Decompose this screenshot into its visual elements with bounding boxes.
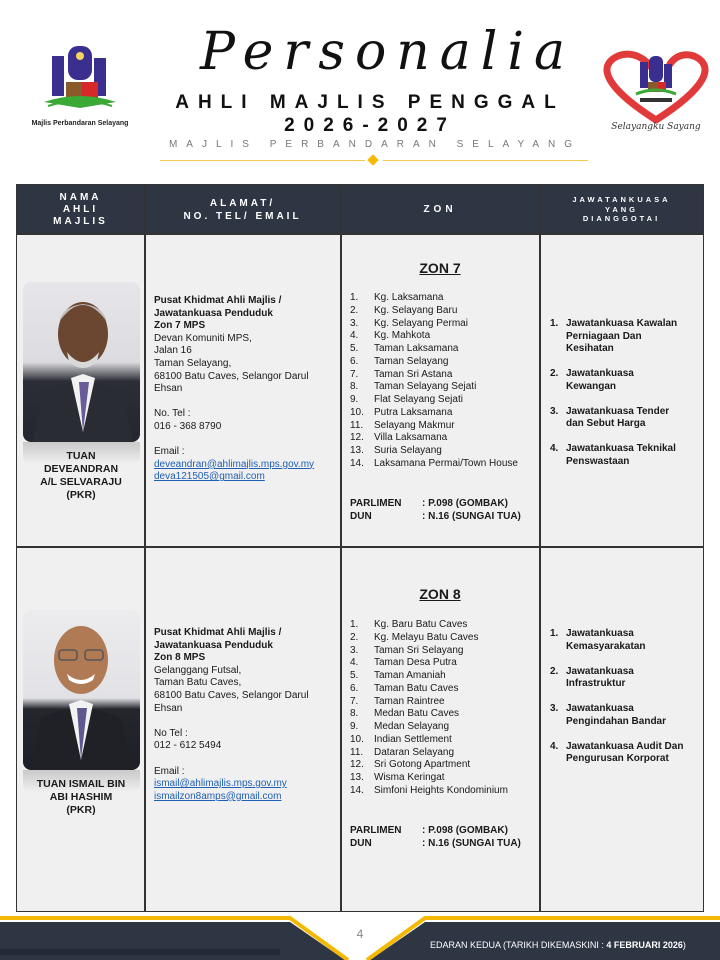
zone-area-name: Kg. Selayang Baru [374,304,458,316]
col-header-jawatankuasa [540,185,703,234]
zone-area-name: Simfoni Heights Kondominium [374,784,508,796]
zone-area-item [350,670,508,683]
zone-area-name: Taman Selayang Sejati [374,381,477,393]
email-link[interactable]: ismail@ahlimajlis.mps.gov.my [154,778,287,790]
zone-area-number: 2. [350,631,359,643]
zone-area-number: 7. [350,695,359,707]
zone-area-item [350,696,508,709]
col-header-jawatankuasa-l2: YANG [605,204,638,214]
committee-name-line: Kesihatan [566,343,614,354]
script-title: Personalia [200,22,576,82]
zone-area-number: 10. [350,406,364,418]
committee-name-line: Jawatankuasa Kawalan [566,318,678,329]
zone-area-item [350,292,518,305]
address-line: Ehsan [154,702,183,714]
zone-area-item [350,657,508,670]
personalia-table [16,184,704,912]
zone-area-name: Indian Settlement [374,733,452,745]
tel-label: No. Tel : [154,408,191,420]
committee-number: 2. [550,368,559,379]
zone-area-number: 1. [350,619,359,630]
zone-area-item [350,369,518,382]
col-header-nama-l1: NAMA [59,191,102,203]
committee-name-line: Jawatankuasa [566,665,634,677]
zone-area-name: Villa Laksamana [374,432,448,444]
zone-area-number: 8. [350,708,359,720]
address-line: 68100 Batu Caves, Selangor Darul [154,689,309,701]
zone-area-item [350,381,518,394]
committee-number: 1. [550,628,559,639]
zone-area-list [350,619,508,798]
committee-name [566,406,669,431]
constituency-info [350,497,521,523]
zone-area-number: 4. [350,657,359,669]
zone-area-number: 7. [350,368,359,380]
row-divider [17,233,703,235]
dun-label: DUN [350,511,372,522]
zone-area-item [350,747,508,760]
col-header-alamat-l1: ALAMAT/ [209,197,276,209]
tel-value: 016 - 368 8790 [154,420,222,432]
mps-logo-caption: Majlis Perbandaran Selayang [31,120,129,127]
zone-area-name: Dataran Selayang [374,746,455,758]
zone-area-item [350,734,508,747]
email-link[interactable]: deveandran@ahlimajlis.mps.gov.my [154,458,315,470]
parlimen-label: PARLIMEN [350,498,402,509]
constituency-info [350,824,521,850]
selayangku-sayang-logo [596,48,716,140]
zone-area-number: 9. [350,394,359,405]
zone-area-number: 6. [350,355,359,367]
committee-item [550,666,700,691]
committee-item [550,703,700,728]
zone-area-item [350,785,508,798]
committee-name [566,703,666,728]
committee-name-line: Jawatankuasa Audit Dan [566,740,684,752]
parlimen-label: PARLIMEN [350,825,402,836]
col-header-alamat [145,185,341,234]
zone-area-number: 5. [350,343,359,354]
zone-area-item [350,318,518,331]
committee-name-line: Penswastaan [566,455,630,467]
zone-area-name: Taman Desa Putra [374,657,457,669]
dun-value: : N.16 (SUNGAI TUA) [422,838,521,849]
committee-item [550,368,700,393]
zone-area-item [350,632,508,645]
zone-area-item [350,394,518,407]
zone-area-name: Taman Sri Astana [374,368,453,380]
address-line: Taman Batu Caves, [154,677,242,689]
committee-list [550,628,700,778]
zone-area-list [350,292,518,471]
zone-area-number: 11. [350,746,364,758]
committee-name [566,666,634,691]
zone-area-name: Sri Gotong Apartment [374,759,471,771]
committee-list [550,318,700,481]
email-link[interactable]: deva121505@gmail.com [154,471,265,483]
committee-name [566,628,646,653]
zone-area-name: Medan Selayang [374,721,450,732]
member-party: (PKR) [66,804,96,816]
member-address-block [154,627,336,803]
zone-area-item [350,683,508,696]
office-name-line: Zon 7 MPS [154,320,206,332]
revision-suffix: ) [682,940,686,950]
zone-area-number: 12. [350,432,364,444]
divider-left [160,160,365,161]
member-name-line: A/L SELVARAJU [40,476,122,488]
member-name-line: DEVEANDRAN [43,463,119,475]
zone-area-name: Taman Laksamana [374,343,459,354]
col-header-jawatankuasa-l3: DIANGGOTAI [582,214,661,223]
revision-date: 4 FEBRUARI 2026 [606,940,683,950]
zone-area-number: 14. [350,784,364,796]
member-photo [23,282,140,442]
zone-area-name: Laksamana Permai/Town House [374,457,518,469]
zone-area-name: Taman Sri Selayang [374,644,464,656]
committee-name-line: Kemasyarakatan [566,640,646,652]
selayangku-sayang-caption: Selayangku Sayang [611,122,701,132]
row-divider [17,546,703,548]
committee-item [550,318,700,356]
committee-number: 1. [550,318,559,329]
zone-area-number: 2. [350,304,359,316]
zone-area-name: Taman Raintree [374,695,445,707]
zone-area-item [350,330,518,343]
email-link[interactable]: ismailzon8amps@gmail.com [154,790,282,802]
member-name [17,778,145,817]
zone-area-number: 4. [350,330,359,342]
committee-name-line: Infrastruktur [566,678,626,689]
tel-value: 012 - 612 5494 [154,740,222,752]
zone-area-number: 8. [350,381,359,393]
zone-area-name: Taman Selayang [374,355,449,367]
committee-number: 3. [550,703,559,714]
parlimen-value: : P.098 (GOMBAK) [422,825,508,836]
divider-right [383,160,588,161]
zone-area-number: 5. [350,670,359,681]
member-party: (PKR) [66,489,96,501]
zone-area-item [350,305,518,318]
committee-name-line: Jawatankuasa [566,703,634,714]
dun-value: : N.16 (SUNGAI TUA) [422,511,521,522]
zone-area-name: Selayang Makmur [374,419,455,431]
committee-name-line: Perniagaan Dan [566,330,642,342]
address-line: Gelanggang Futsal, [154,664,242,676]
member-name-line: TUAN [66,450,96,462]
committee-name-line: Jawatankuasa [566,628,634,639]
col-header-zon-l1: ZON [423,204,457,215]
email-label: Email : [154,446,185,458]
zone-area-item [350,407,518,420]
member-name-line: TUAN ISMAIL BIN [36,778,126,790]
committee-number: 4. [550,443,559,454]
col-header-alamat-l2: NO. TEL/ EMAIL [183,210,302,222]
committee-name-line: Pengurusan Korporat [566,753,669,764]
committee-name [566,741,683,766]
member-name [17,450,145,502]
zone-area-number: 13. [350,772,364,783]
title-line-1: AHLI MAJLIS PENGGAL [175,92,565,113]
subtitle: MAJLIS PERBANDARAN SELAYANG [168,139,582,150]
committee-name-line: Jawatankuasa Tender [566,405,670,417]
office-name-line: Jawatankuasa Penduduk [154,639,273,651]
committee-name-line: Jawatankuasa [566,368,634,379]
committee-name [566,318,677,356]
member-name-line: ABI HASHIM [49,791,113,803]
committee-item [550,443,700,468]
committee-item [550,741,700,766]
zone-area-item [350,445,518,458]
committee-name [566,368,634,393]
zone-area-item [350,721,508,734]
zone-area-item [350,343,518,356]
revision-note [430,940,686,950]
zone-area-item [350,772,508,785]
committee-name-line: Pengindahan Bandar [566,715,667,727]
zone-area-name: Flat Selayang Sejati [374,394,463,405]
zone-area-name: Taman Amaniah [374,670,446,681]
col-header-jawatankuasa-l1: JAWATANKUASA [572,195,671,204]
tel-label: No Tel : [154,727,188,739]
office-name-line: Pusat Khidmat Ahli Majlis / [154,295,282,306]
zone-area-number: 10. [350,733,364,745]
committee-name [566,443,676,468]
zone-area-item [350,708,508,721]
zone-area-number: 3. [350,644,359,656]
address-line: Taman Selayang, [154,357,232,369]
zone-area-item [350,356,518,369]
committee-name-line: dan Sebut Harga [566,418,646,429]
zone-area-item [350,759,508,772]
revision-prefix: EDARAN KEDUA (TARIKH DIKEMASKINI : [430,940,607,950]
zone-area-number: 9. [350,721,359,732]
col-divider [539,185,541,911]
zone-area-number: 1. [350,292,359,303]
member-address-block [154,295,336,484]
parlimen-value: : P.098 (GOMBAK) [422,498,508,509]
address-line: Devan Komuniti MPS, [154,332,252,344]
zone-area-name: Kg. Mahkota [374,330,431,342]
zone-area-name: Medan Batu Caves [374,708,460,720]
zone-title: ZON 8 [419,586,461,602]
diamond-ornament [367,154,378,165]
zone-area-name: Kg. Baru Batu Caves [374,619,468,630]
zone-area-name: Kg. Selayang Permai [374,317,468,329]
page-number: 4 [356,927,364,941]
member-photo [23,610,140,770]
zone-area-name: Putra Laksamana [374,406,453,418]
office-name-line: Jawatankuasa Penduduk [154,307,273,319]
zone-area-name: Kg. Laksamana [374,292,444,303]
committee-number: 3. [550,405,559,417]
address-line: 68100 Batu Caves, Selangor Darul [154,370,309,382]
office-name-line: Pusat Khidmat Ahli Majlis / [154,627,282,638]
zone-area-number: 3. [350,317,359,329]
zone-area-number: 11. [350,419,364,431]
mps-logo [30,42,130,134]
committee-name-line: Jawatankuasa Teknikal [566,443,676,454]
col-divider [340,185,342,911]
title-line-2: 2026-2027 [284,115,456,136]
col-header-nama-l3: MAJLIS [53,215,108,227]
zone-area-item [350,619,508,632]
zone-area-number: 6. [350,682,359,694]
zone-area-name: Kg. Melayu Batu Caves [374,631,479,643]
col-header-nama-l2: AHLI [62,203,99,215]
committee-item [550,406,700,431]
col-header-nama [17,185,145,234]
committee-number: 2. [550,665,559,677]
office-name-line: Zon 8 MPS [154,652,206,664]
committee-item [550,628,700,653]
zone-area-name: Taman Batu Caves [374,682,459,694]
col-header-zon [341,185,540,234]
zone-area-item [350,645,508,658]
address-line: Ehsan [154,383,183,395]
zone-title: ZON 7 [419,260,461,276]
zone-area-item [350,458,518,471]
dun-label: DUN [350,838,372,849]
committee-number: 4. [550,740,559,752]
zone-area-item [350,432,518,445]
zone-area-name: Suria Selayang [374,445,442,456]
email-label: Email : [154,765,185,777]
zone-area-number: 13. [350,445,364,456]
address-line: Jalan 16 [154,345,192,357]
committee-name-line: Kewangan [566,380,617,392]
zone-area-number: 12. [350,759,364,771]
zone-area-name: Wisma Keringat [374,772,445,783]
zone-area-item [350,420,518,433]
zone-area-number: 14. [350,457,364,469]
